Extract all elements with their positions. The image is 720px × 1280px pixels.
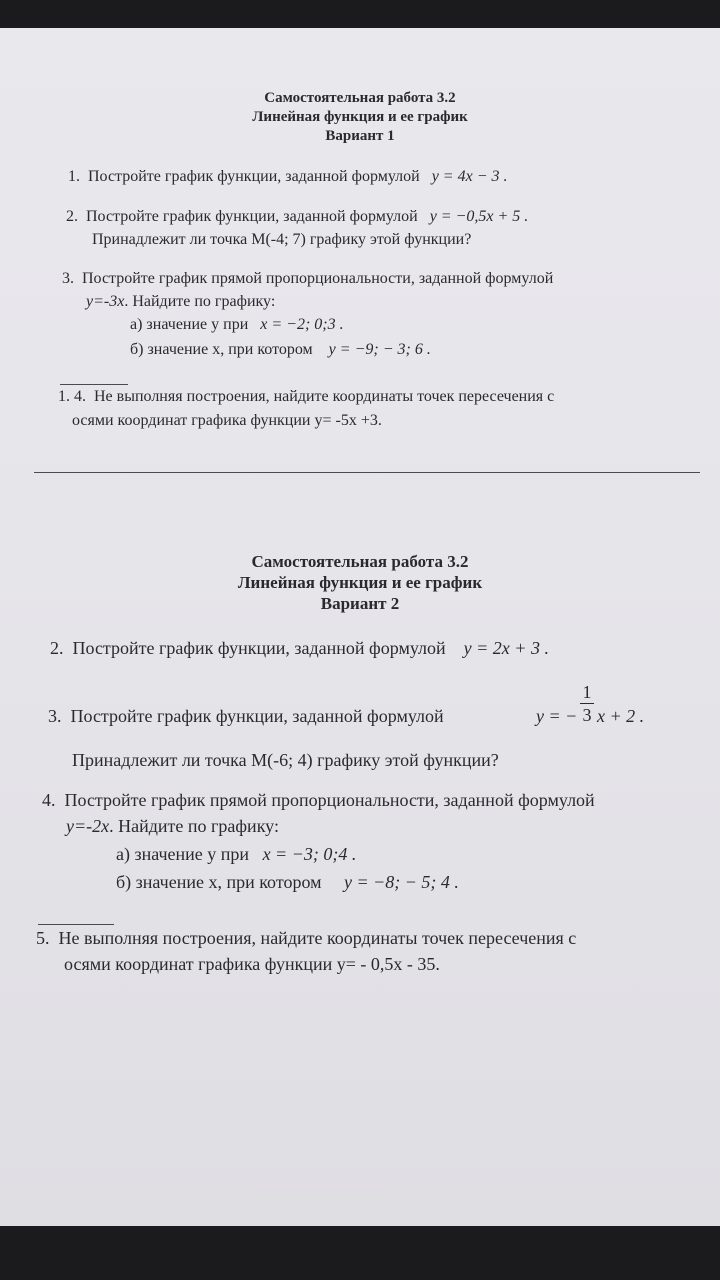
v1-task2-formula: y = −0,5x + 5 . xyxy=(429,208,529,225)
v1-task3-text: Постройте график прямой пропорциональности, заданной формулой xyxy=(82,270,554,287)
variant-separator-line xyxy=(34,472,700,473)
v2-task4-item-a-values: x = −3; 0;4 . xyxy=(262,844,357,864)
v1-task1-num: 1. xyxy=(68,168,80,185)
v1-title-line1: Самостоятельная работа 3.2 xyxy=(264,90,456,106)
v1-task1-text: Постройте график функции, заданной формулой xyxy=(88,168,420,185)
v2-task3 xyxy=(48,706,444,727)
v2-task3-fraction xyxy=(580,683,594,724)
v1-task4-num: 1. 4. xyxy=(58,388,86,405)
v2-task3-text: Постройте график функции, заданной формулой xyxy=(70,706,444,726)
v2-task2-num: 2. xyxy=(50,638,64,658)
v1-title-line3: Вариант 1 xyxy=(325,128,395,144)
v1-short-divider xyxy=(60,384,128,385)
v1-task4-line2: осями координат графика функции y= -5x +3. xyxy=(72,412,382,429)
v2-task3-fraction-denominator: 3 xyxy=(582,705,592,725)
v1-task3-line2-text: . Найдите по графику: xyxy=(124,293,276,310)
v1-task2 xyxy=(66,208,528,226)
v2-task4 xyxy=(42,790,595,811)
v1-task1 xyxy=(68,168,508,186)
v1-task2-num: 2. xyxy=(66,208,78,225)
v2-task4-item-b xyxy=(116,872,459,893)
v2-task3-fraction-numerator: 1 xyxy=(582,682,592,702)
v2-task5-num: 5. xyxy=(36,928,50,948)
v2-task4-line2 xyxy=(66,816,279,837)
v1-task3-item-a xyxy=(130,316,344,334)
worksheet-paper xyxy=(0,28,720,1226)
v2-task5 xyxy=(36,928,576,949)
v2-task4-formula: y=-2x xyxy=(66,816,110,836)
v2-task4-item-b-values: y = −8; − 5; 4 . xyxy=(344,872,459,892)
v1-task3-num: 3. xyxy=(62,270,74,287)
v2-task2-formula: y = 2x + 3 . xyxy=(463,638,549,658)
v2-task3-fraction-bar xyxy=(580,703,594,704)
v2-title-line2: Линейная функция и ее график xyxy=(237,573,483,592)
v2-short-divider xyxy=(38,924,114,925)
v2-task5-line2: осями координат графика функции y= - 0,5x - 35. xyxy=(64,954,440,974)
v1-task3-item-b xyxy=(130,341,431,359)
v1-task3-formula: y=-3x xyxy=(86,293,125,310)
v1-task3-item-b-values: y = −9; − 3; 6 . xyxy=(328,341,431,358)
v1-task1-formula: y = 4x − 3 . xyxy=(431,168,508,185)
v1-task2-line2: Принадлежит ли точка М(-4; 7) графику этой функции? xyxy=(92,231,472,248)
v1-task3-item-a-text: а) значение y при xyxy=(130,316,249,333)
v2-task4-item-a-text: а) значение y при xyxy=(116,844,250,864)
v1-task4 xyxy=(58,388,554,406)
v2-task3-line2: Принадлежит ли точка М(-6; 4) графику этой функции? xyxy=(72,750,499,770)
v2-task4-text: Постройте график прямой пропорциональности, заданной формулой xyxy=(64,790,595,810)
v2-task3-num: 3. xyxy=(48,706,62,726)
v2-task4-num: 4. xyxy=(42,790,56,810)
v1-task3-line2 xyxy=(86,293,275,311)
v1-task3-item-a-values: x = −2; 0;3 . xyxy=(260,316,344,333)
v2-task2 xyxy=(50,638,549,659)
v1-task4-text: Не выполняя построения, найдите координаты точек пересечения с xyxy=(94,388,555,405)
v2-task5-text: Не выполняя построения, найдите координаты точек пересечения с xyxy=(58,928,577,948)
v1-task3 xyxy=(62,270,553,288)
v2-task4-line2-text: . Найдите по графику: xyxy=(109,816,279,836)
v2-task4-item-b-text: б) значение х, при котором xyxy=(116,872,322,892)
v2-task2-text: Постройте график функции, заданной формулой xyxy=(72,638,446,658)
v1-task2-text: Постройте график функции, заданной формулой xyxy=(86,208,418,225)
v2-task3-formula-tail: x + 2 . xyxy=(597,706,645,726)
v1-title-line2: Линейная функция и ее график xyxy=(252,109,468,125)
v2-task4-item-a xyxy=(116,844,356,865)
v2-title-line1: Самостоятельная работа 3.2 xyxy=(251,552,469,571)
v1-task3-item-b-text: б) значение х, при котором xyxy=(130,341,313,358)
v2-title-line3: Вариант 2 xyxy=(320,594,400,613)
v2-task3-formula-lead: y = − xyxy=(536,706,578,726)
